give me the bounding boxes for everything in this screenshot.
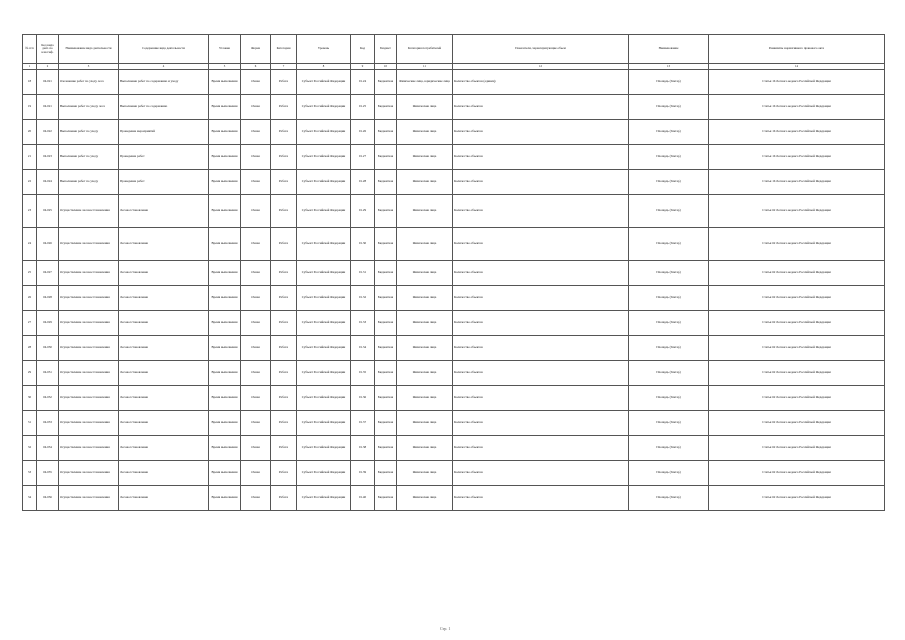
table-cell-code: 04.035	[37, 461, 59, 486]
table-cell-kod: 01.32	[351, 286, 375, 311]
table-cell-content: Лесовосстановление	[119, 361, 209, 386]
table-cell-level: Субъект Российской Федерации	[297, 286, 351, 311]
table-cell-act: Статья 62 Лесного кодекса Российской Федерации	[709, 461, 885, 486]
table-cell-budget: Бюджетная	[375, 95, 397, 120]
table-cell-name: Выполнение работ по уходу	[59, 145, 119, 170]
table-cell-name2: Площадь (Гектар)	[629, 386, 709, 411]
column-header: Категория	[271, 35, 297, 64]
table-cell-name: Осуществление лесовосстановления	[59, 261, 119, 286]
table-cell-name2: Площадь (Гектар)	[629, 461, 709, 486]
table-cell-n: 25	[23, 261, 37, 286]
table-cell-budget: Бюджетная	[375, 145, 397, 170]
column-number: 6	[241, 64, 271, 70]
table-cell-name: Выполнение работ по уходу	[59, 170, 119, 195]
table-row	[23, 195, 885, 228]
table-cell-level: Субъект Российской Федерации	[297, 120, 351, 145]
table-cell-act: Статья 16 Лесного кодекса Российской Федерации	[709, 120, 885, 145]
column-number: 8	[297, 64, 351, 70]
table-cell-consumers: Физические лица	[397, 461, 453, 486]
table-cell-form: Очная	[241, 120, 271, 145]
table-cell-consumers: Физические лица	[397, 120, 453, 145]
table-cell-budget: Бюджетная	[375, 361, 397, 386]
table-cell-cond: Время выполнения	[209, 336, 241, 361]
table-cell-consumers: Физические лица	[397, 361, 453, 386]
table-cell-name2: Площадь (Гектар)	[629, 436, 709, 461]
table-row	[23, 70, 885, 95]
table-cell-n: 22	[23, 170, 37, 195]
table-cell-level: Субъект Российской Федерации	[297, 336, 351, 361]
table-cell-act: Статья 62 Лесного кодекса Российской Федерации	[709, 336, 885, 361]
table-cell-content: Лесовосстановление	[119, 261, 209, 286]
page-footer: Стр. 1	[440, 626, 451, 631]
table-cell-n: 31	[23, 411, 37, 436]
table-cell-level: Субъект Российской Федерации	[297, 195, 351, 228]
column-header: Код вида деят. по классиф.	[37, 35, 59, 64]
table-cell-level: Субъект Российской Федерации	[297, 311, 351, 336]
table-cell-name: Осуществление лесовосстановления	[59, 436, 119, 461]
table-cell-cond: Время выполнения	[209, 170, 241, 195]
table-cell-n: 33	[23, 461, 37, 486]
table-cell-consumers: Физические лица, юридические лица	[397, 70, 453, 95]
table-cell-cond: Время выполнения	[209, 436, 241, 461]
registry-table	[22, 34, 885, 511]
table-cell-volume: Количество объектов	[453, 436, 629, 461]
table-cell-name: Осуществление лесовосстановления	[59, 286, 119, 311]
table-cell-volume: Количество объектов	[453, 336, 629, 361]
table-cell-name2: Площадь (Гектар)	[629, 195, 709, 228]
table-cell-volume: Количество объектов	[453, 120, 629, 145]
table-cell-volume: Количество объектов	[453, 195, 629, 228]
table-cell-cat: Работа	[271, 70, 297, 95]
table-cell-code: 04.026	[37, 228, 59, 261]
table-cell-name2: Площадь (Гектар)	[629, 70, 709, 95]
table-cell-consumers: Физические лица	[397, 145, 453, 170]
table-cell-kod: 01.40	[351, 486, 375, 511]
table-cell-kod: 01.28	[351, 170, 375, 195]
table-cell-volume: Количество объектов (единиц)	[453, 70, 629, 95]
table-cell-cat: Работа	[271, 120, 297, 145]
table-cell-form: Очная	[241, 461, 271, 486]
column-header: Условие	[209, 35, 241, 64]
table-cell-code: 04.034	[37, 436, 59, 461]
table-row	[23, 145, 885, 170]
table-cell-volume: Количество объектов	[453, 386, 629, 411]
table-row	[23, 461, 885, 486]
table-cell-cond: Время выполнения	[209, 228, 241, 261]
table-row	[23, 361, 885, 386]
column-number: 1	[23, 64, 37, 70]
table-cell-n: 18	[23, 70, 37, 95]
table-cell-code: 04.022	[37, 120, 59, 145]
table-cell-cond: Время выполнения	[209, 461, 241, 486]
table-cell-n: 19	[23, 95, 37, 120]
table-cell-cat: Работа	[271, 436, 297, 461]
table-cell-n: 28	[23, 336, 37, 361]
table-cell-name2: Площадь (Гектар)	[629, 170, 709, 195]
table-cell-kod: 01.27	[351, 145, 375, 170]
table-cell-form: Очная	[241, 195, 271, 228]
table-row	[23, 286, 885, 311]
table-cell-volume: Количество объектов	[453, 311, 629, 336]
table-cell-name2: Площадь (Гектар)	[629, 286, 709, 311]
table-cell-budget: Бюджетная	[375, 461, 397, 486]
table-cell-volume: Количество объектов	[453, 486, 629, 511]
table-cell-cond: Время выполнения	[209, 486, 241, 511]
table-cell-name: Осуществление лесовосстановления	[59, 228, 119, 261]
table-cell-name2: Площадь (Гектар)	[629, 95, 709, 120]
table-cell-content: Лесовосстановление	[119, 411, 209, 436]
table-cell-form: Очная	[241, 70, 271, 95]
column-number: 14	[709, 64, 885, 70]
table-cell-content: Лесовосстановление	[119, 486, 209, 511]
table-row	[23, 261, 885, 286]
table-cell-volume: Количество объектов	[453, 461, 629, 486]
table-cell-code: 04.036	[37, 486, 59, 511]
table-cell-consumers: Физические лица	[397, 286, 453, 311]
table-row	[23, 386, 885, 411]
table-cell-cat: Работа	[271, 361, 297, 386]
table-cell-level: Субъект Российской Федерации	[297, 486, 351, 511]
table-cell-level: Субъект Российской Федерации	[297, 436, 351, 461]
table-cell-level: Субъект Российской Федерации	[297, 361, 351, 386]
table-cell-n: 34	[23, 486, 37, 511]
table-cell-cat: Работа	[271, 195, 297, 228]
table-row	[23, 120, 885, 145]
table-row	[23, 311, 885, 336]
table-cell-volume: Количество объектов	[453, 170, 629, 195]
column-number: 9	[351, 64, 375, 70]
column-number: 7	[271, 64, 297, 70]
table-cell-consumers: Физические лица	[397, 261, 453, 286]
table-cell-name: Осуществление лесовосстановления	[59, 195, 119, 228]
table-cell-content: Проведение работ	[119, 170, 209, 195]
table-cell-kod: 01.26	[351, 120, 375, 145]
table-cell-n: 24	[23, 228, 37, 261]
table-cell-volume: Количество объектов	[453, 261, 629, 286]
table-cell-level: Субъект Российской Федерации	[297, 170, 351, 195]
table-header	[23, 35, 885, 70]
column-number: 11	[397, 64, 453, 70]
table-cell-form: Очная	[241, 286, 271, 311]
column-number: 10	[375, 64, 397, 70]
table-cell-level: Субъект Российской Федерации	[297, 411, 351, 436]
table-cell-budget: Бюджетная	[375, 411, 397, 436]
table-cell-form: Очная	[241, 95, 271, 120]
table-cell-n: 20	[23, 120, 37, 145]
table-cell-budget: Бюджетная	[375, 70, 397, 95]
table-cell-content: Выполнение работ по содержанию и уходу	[119, 70, 209, 95]
column-header: № п/п	[23, 35, 37, 64]
table-cell-volume: Количество объектов	[453, 286, 629, 311]
table-cell-consumers: Физические лица	[397, 436, 453, 461]
table-cell-budget: Бюджетная	[375, 436, 397, 461]
table-cell-content: Лесовосстановление	[119, 195, 209, 228]
column-number: 5	[209, 64, 241, 70]
table-cell-name: Осуществление лесовосстановления	[59, 486, 119, 511]
column-header: Содержание вида деятельности	[119, 35, 209, 64]
table-cell-consumers: Физические лица	[397, 228, 453, 261]
table-cell-act: Статья 62 Лесного кодекса Российской Федерации	[709, 228, 885, 261]
table-cell-form: Очная	[241, 436, 271, 461]
table-cell-code: 04.023	[37, 145, 59, 170]
table-cell-act: Статья 62 Лесного кодекса Российской Федерации	[709, 436, 885, 461]
table-cell-code: 04.033	[37, 411, 59, 436]
table-cell-code: 04.031	[37, 361, 59, 386]
table-cell-cat: Работа	[271, 311, 297, 336]
table-cell-budget: Бюджетная	[375, 120, 397, 145]
table-cell-content: Лесовосстановление	[119, 386, 209, 411]
table-cell-act: Статья 62 Лесного кодекса Российской Федерации	[709, 286, 885, 311]
table-cell-level: Субъект Российской Федерации	[297, 95, 351, 120]
table-cell-cond: Время выполнения	[209, 120, 241, 145]
table-cell-budget: Бюджетная	[375, 170, 397, 195]
column-header: Уровень	[297, 35, 351, 64]
table-cell-cond: Время выполнения	[209, 70, 241, 95]
table-cell-n: 21	[23, 145, 37, 170]
table-cell-cond: Время выполнения	[209, 361, 241, 386]
table-cell-form: Очная	[241, 170, 271, 195]
table-cell-budget: Бюджетная	[375, 311, 397, 336]
table-cell-volume: Количество объектов	[453, 228, 629, 261]
table-row	[23, 95, 885, 120]
table-cell-form: Очная	[241, 261, 271, 286]
column-header: Форма	[241, 35, 271, 64]
table-cell-act: Статья 16 Лесного кодекса Российской Федерации	[709, 70, 885, 95]
table-cell-consumers: Физические лица	[397, 336, 453, 361]
table-cell-consumers: Физические лица	[397, 195, 453, 228]
table-cell-content: Лесовосстановление	[119, 228, 209, 261]
table-cell-cond: Время выполнения	[209, 195, 241, 228]
column-header: Бюджет	[375, 35, 397, 64]
table-cell-n: 30	[23, 386, 37, 411]
table-cell-cat: Работа	[271, 228, 297, 261]
table-cell-content: Лесовосстановление	[119, 436, 209, 461]
table-cell-kod: 01.29	[351, 195, 375, 228]
table-cell-name2: Площадь (Гектар)	[629, 228, 709, 261]
table-cell-volume: Количество объектов	[453, 411, 629, 436]
table-cell-name: Выполнение работ по уходу	[59, 120, 119, 145]
column-number: 12	[453, 64, 629, 70]
table-cell-level: Субъект Российской Федерации	[297, 261, 351, 286]
table-cell-n: 29	[23, 361, 37, 386]
table-cell-name: Озеленение работ по уходу леса	[59, 70, 119, 95]
table-cell-act: Статья 62 Лесного кодекса Российской Федерации	[709, 195, 885, 228]
table-cell-kod: 01.36	[351, 386, 375, 411]
table-cell-form: Очная	[241, 361, 271, 386]
table-cell-volume: Количество объектов	[453, 95, 629, 120]
table-cell-name2: Площадь (Гектар)	[629, 261, 709, 286]
table-cell-cat: Работа	[271, 286, 297, 311]
table-cell-budget: Бюджетная	[375, 261, 397, 286]
table-cell-name2: Площадь (Гектар)	[629, 336, 709, 361]
table-cell-cat: Работа	[271, 145, 297, 170]
table-cell-form: Очная	[241, 386, 271, 411]
table-cell-cat: Работа	[271, 261, 297, 286]
table-cell-kod: 01.30	[351, 228, 375, 261]
table-cell-kod: 01.34	[351, 336, 375, 361]
table-cell-code: 04.028	[37, 286, 59, 311]
table-cell-form: Очная	[241, 145, 271, 170]
table-cell-cond: Время выполнения	[209, 411, 241, 436]
table-cell-cat: Работа	[271, 336, 297, 361]
table-cell-budget: Бюджетная	[375, 386, 397, 411]
table-cell-name: Осуществление лесовосстановления	[59, 461, 119, 486]
column-number: 4	[119, 64, 209, 70]
table-cell-volume: Количество объектов	[453, 145, 629, 170]
table-cell-act: Статья 62 Лесного кодекса Российской Федерации	[709, 486, 885, 511]
table-cell-name2: Площадь (Гектар)	[629, 311, 709, 336]
table-cell-code: 04.025	[37, 195, 59, 228]
table-cell-content: Лесовосстановление	[119, 286, 209, 311]
table-row	[23, 170, 885, 195]
table-cell-consumers: Физические лица	[397, 411, 453, 436]
table-row	[23, 411, 885, 436]
table-cell-name: Осуществление лесовосстановления	[59, 311, 119, 336]
table-row	[23, 228, 885, 261]
table-cell-name: Выполнение работ по уходу леса	[59, 95, 119, 120]
table-cell-kod: 01.35	[351, 361, 375, 386]
table-cell-cat: Работа	[271, 461, 297, 486]
table-cell-cat: Работа	[271, 170, 297, 195]
table-row	[23, 486, 885, 511]
table-cell-act: Статья 16 Лесного кодекса Российской Федерации	[709, 170, 885, 195]
table-cell-act: Статья 62 Лесного кодекса Российской Федерации	[709, 386, 885, 411]
column-header: Категория потребителей	[397, 35, 453, 64]
column-header: Показатели, характеризующие объем	[453, 35, 629, 64]
table-cell-name: Осуществление лесовосстановления	[59, 411, 119, 436]
table-cell-form: Очная	[241, 228, 271, 261]
table-cell-cond: Время выполнения	[209, 311, 241, 336]
table-cell-form: Очная	[241, 486, 271, 511]
table-cell-name: Осуществление лесовосстановления	[59, 336, 119, 361]
table-cell-form: Очная	[241, 336, 271, 361]
table-cell-code: 04.029	[37, 311, 59, 336]
table-cell-cond: Время выполнения	[209, 286, 241, 311]
table-cell-code: 04.021	[37, 95, 59, 120]
table-cell-code: 04.021	[37, 70, 59, 95]
table-cell-level: Субъект Российской Федерации	[297, 386, 351, 411]
column-header: Реквизиты нормативного правового акта	[709, 35, 885, 64]
table-cell-cat: Работа	[271, 386, 297, 411]
table-cell-code: 04.027	[37, 261, 59, 286]
table-cell-name2: Площадь (Гектар)	[629, 411, 709, 436]
table-cell-budget: Бюджетная	[375, 228, 397, 261]
table-body	[23, 70, 885, 511]
table-cell-code: 04.024	[37, 170, 59, 195]
table-cell-name2: Площадь (Гектар)	[629, 120, 709, 145]
table-cell-consumers: Физические лица	[397, 95, 453, 120]
table-cell-act: Статья 62 Лесного кодекса Российской Федерации	[709, 311, 885, 336]
column-number: 2	[37, 64, 59, 70]
table-cell-code: 04.030	[37, 336, 59, 361]
table-cell-kod: 01.33	[351, 311, 375, 336]
table-cell-kod: 01.37	[351, 411, 375, 436]
table-cell-cat: Работа	[271, 486, 297, 511]
table-cell-consumers: Физические лица	[397, 170, 453, 195]
table-cell-volume: Количество объектов	[453, 361, 629, 386]
column-header: Наименование вида деятельности	[59, 35, 119, 64]
table-cell-cat: Работа	[271, 411, 297, 436]
table-cell-form: Очная	[241, 411, 271, 436]
table-cell-code: 04.032	[37, 386, 59, 411]
table-cell-name2: Площадь (Гектар)	[629, 145, 709, 170]
table-cell-content: Лесовосстановление	[119, 461, 209, 486]
table-cell-cond: Время выполнения	[209, 261, 241, 286]
table-cell-level: Субъект Российской Федерации	[297, 461, 351, 486]
table-cell-cond: Время выполнения	[209, 386, 241, 411]
table-cell-act: Статья 16 Лесного кодекса Российской Федерации	[709, 95, 885, 120]
table-cell-kod: 01.31	[351, 261, 375, 286]
table-cell-budget: Бюджетная	[375, 195, 397, 228]
table-cell-content: Лесовосстановление	[119, 311, 209, 336]
table-row	[23, 336, 885, 361]
table-cell-n: 27	[23, 311, 37, 336]
table-row	[23, 436, 885, 461]
table-cell-level: Субъект Российской Федерации	[297, 228, 351, 261]
table-cell-budget: Бюджетная	[375, 486, 397, 511]
column-header: Код	[351, 35, 375, 64]
table-cell-consumers: Физические лица	[397, 386, 453, 411]
table-cell-content: Выполнение работ по содержанию	[119, 95, 209, 120]
table-cell-cond: Время выполнения	[209, 145, 241, 170]
table-cell-act: Статья 16 Лесного кодекса Российской Федерации	[709, 145, 885, 170]
column-header: Наименование	[629, 35, 709, 64]
table-cell-name: Осуществление лесовосстановления	[59, 361, 119, 386]
table-cell-act: Статья 62 Лесного кодекса Российской Федерации	[709, 361, 885, 386]
table-cell-form: Очная	[241, 311, 271, 336]
table-cell-n: 32	[23, 436, 37, 461]
table-cell-kod: 01.38	[351, 436, 375, 461]
table-cell-content: Проведение мероприятий	[119, 120, 209, 145]
table-cell-name: Осуществление лесовосстановления	[59, 386, 119, 411]
table-cell-budget: Бюджетная	[375, 336, 397, 361]
table-cell-level: Субъект Российской Федерации	[297, 70, 351, 95]
column-number: 3	[59, 64, 119, 70]
table-cell-consumers: Физические лица	[397, 311, 453, 336]
table-cell-cat: Работа	[271, 95, 297, 120]
table-cell-kod: 01.24	[351, 70, 375, 95]
table-cell-act: Статья 62 Лесного кодекса Российской Федерации	[709, 411, 885, 436]
table-cell-kod: 01.39	[351, 461, 375, 486]
column-number: 13	[629, 64, 709, 70]
table-cell-budget: Бюджетная	[375, 286, 397, 311]
table-cell-content: Лесовосстановление	[119, 336, 209, 361]
table-cell-n: 23	[23, 195, 37, 228]
table-cell-name2: Площадь (Гектар)	[629, 486, 709, 511]
table-cell-n: 26	[23, 286, 37, 311]
table-cell-content: Проведение работ	[119, 145, 209, 170]
table-cell-consumers: Физические лица	[397, 486, 453, 511]
table-cell-cond: Время выполнения	[209, 95, 241, 120]
table-cell-act: Статья 62 Лесного кодекса Российской Федерации	[709, 261, 885, 286]
table-cell-kod: 01.25	[351, 95, 375, 120]
table-cell-level: Субъект Российской Федерации	[297, 145, 351, 170]
table-cell-name2: Площадь (Гектар)	[629, 361, 709, 386]
